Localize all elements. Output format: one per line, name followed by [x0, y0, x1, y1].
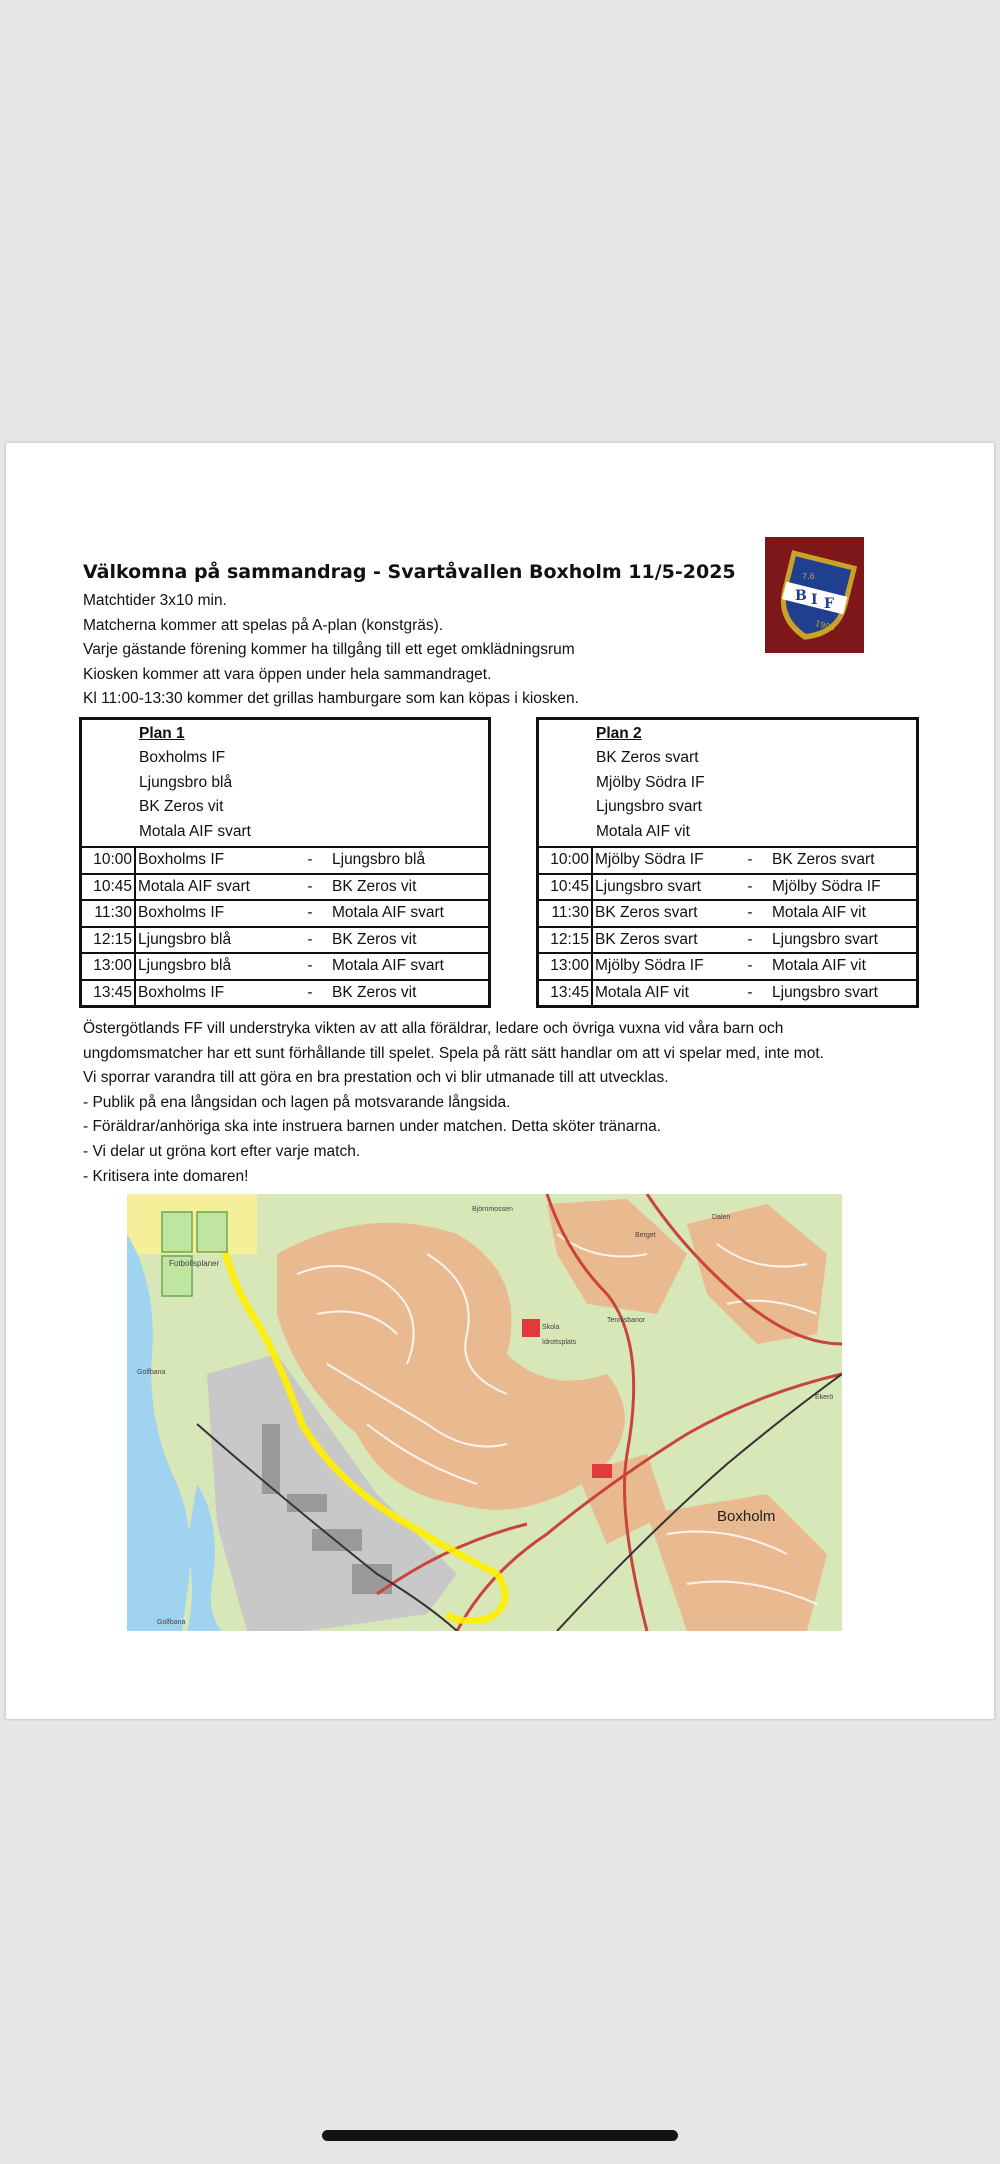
notice-line: - Publik på ena långsidan och lagen på motsvarande långsida. [83, 1093, 511, 1111]
match-home: Ljungsbro blå [138, 930, 232, 948]
match-away: BK Zeros vit [332, 983, 417, 1001]
map-label: Skola [542, 1324, 560, 1331]
match-row [82, 901, 488, 928]
plan-teams [82, 720, 488, 848]
logo-text: 7.6 [802, 572, 815, 581]
area-map [127, 1194, 842, 1631]
match-sep: - [307, 983, 313, 1001]
match-sep: - [307, 957, 313, 974]
notice-line: Östergötlands FF vill understryka vikten av att alla föräldrar, ledare och övriga vuxna vid våra barn och [83, 1020, 784, 1037]
map-label: Dalen [712, 1214, 731, 1221]
match-sep: - [747, 851, 753, 868]
map-label: Golfbana [137, 1369, 166, 1376]
logo-letter: I [811, 592, 818, 608]
intro-line: Matchtider 3x10 min. [83, 592, 227, 609]
match-home: Boxholms IF [138, 851, 225, 868]
match-row [539, 928, 916, 955]
plan-team: Ljungsbro blå [139, 773, 233, 791]
match-home: Motala AIF vit [595, 983, 689, 1001]
match-time: 12:15 [539, 928, 593, 953]
match-row [539, 981, 916, 1006]
match-away: Motala AIF svart [332, 957, 444, 974]
map-label: Ekerö [815, 1394, 834, 1401]
match-away: BK Zeros svart [772, 851, 875, 868]
match-schedule [82, 848, 488, 1005]
match-row [82, 875, 488, 902]
club-logo [765, 537, 864, 653]
match-schedule [539, 848, 916, 1005]
match-time: 10:45 [539, 875, 593, 900]
map-label: Idrottsplats [542, 1339, 577, 1346]
match-home: Boxholms IF [138, 904, 225, 921]
intro-line: Matcherna kommer att spelas på A-plan (konstgräs). [83, 616, 444, 634]
match-row [82, 928, 488, 955]
map-graphic [127, 1194, 842, 1631]
match-away: Ljungsbro svart [772, 930, 878, 948]
match-time: 13:00 [82, 954, 136, 979]
match-home: Mjölby Södra IF [595, 957, 704, 974]
match-sep: - [747, 930, 753, 948]
match-row [82, 954, 488, 981]
match-home: Boxholms IF [138, 983, 225, 1001]
plan-team: Boxholms IF [139, 749, 226, 766]
match-row [539, 848, 916, 875]
plan-team: Ljungsbro svart [596, 798, 702, 815]
document-page [6, 443, 994, 1719]
match-home: Ljungsbro blå [138, 957, 232, 974]
map-label: Fotbollsplaner [169, 1259, 220, 1268]
club-crest-icon [765, 537, 864, 653]
match-away: BK Zeros vit [332, 877, 417, 895]
conduct-notice [83, 1017, 824, 1189]
match-time: 10:00 [539, 848, 593, 873]
match-time: 13:45 [82, 981, 136, 1006]
match-time: 11:30 [82, 901, 136, 926]
map-label: Tennisbanor [607, 1317, 646, 1324]
match-sep: - [307, 930, 313, 948]
match-row [539, 954, 916, 981]
match-sep: - [747, 957, 753, 974]
map-label: Berget [635, 1232, 656, 1239]
match-time: 10:45 [82, 875, 136, 900]
plan-team: BK Zeros vit [139, 798, 224, 815]
plan-team: Mjölby Södra IF [596, 773, 705, 791]
match-row [539, 875, 916, 902]
notice-line: Vi sporrar varandra till att göra en bra prestation och vi blir utmanade till att utvecklas. [83, 1069, 669, 1087]
match-home: Mjölby Södra IF [595, 851, 704, 868]
notice-line: - Föräldrar/anhöriga ska inte instruera barnen under matchen. Detta sköter tränarna. [83, 1118, 662, 1136]
match-row [539, 901, 916, 928]
notice-line: - Kritisera inte domaren! [83, 1167, 249, 1185]
document-title: Välkomna på sammandrag - Svartåvallen Boxholm 11/5-2025 [83, 561, 736, 583]
plan-team: BK Zeros svart [596, 749, 699, 766]
plan-title: Plan 2 [596, 725, 642, 742]
intro-line: Kiosken kommer att vara öppen under hela sammandraget. [83, 665, 492, 683]
match-away: Ljungsbro blå [332, 851, 426, 868]
match-sep: - [747, 904, 753, 921]
match-home: BK Zeros svart [595, 904, 698, 921]
match-time: 10:00 [82, 848, 136, 873]
match-sep: - [307, 877, 313, 895]
plan-1-box [79, 717, 491, 1008]
match-time: 11:30 [539, 901, 593, 926]
match-away: Mjölby Södra IF [772, 877, 881, 895]
notice-line: ungdomsmatcher har ett sunt förhållande till spelet. Spela på rätt sätt handlar om att vi spelar med, inte mot. [83, 1044, 824, 1062]
match-sep: - [747, 983, 753, 1001]
map-label: Golfbana [157, 1619, 186, 1626]
match-home: Ljungsbro svart [595, 877, 701, 895]
match-sep: - [307, 851, 313, 868]
match-away: Motala AIF vit [772, 904, 866, 921]
map-label: Björnmossen [472, 1206, 513, 1213]
match-home: Motala AIF svart [138, 877, 250, 895]
match-time: 12:15 [82, 928, 136, 953]
match-away: BK Zeros vit [332, 930, 417, 948]
match-away: Motala AIF svart [332, 904, 444, 921]
plan-2-box [536, 717, 919, 1008]
match-row [82, 848, 488, 875]
plan-title: Plan 1 [139, 725, 185, 742]
match-time: 13:45 [539, 981, 593, 1006]
plan-team: Motala AIF svart [139, 822, 251, 840]
logo-letter: B [795, 588, 807, 604]
match-away: Motala AIF vit [772, 957, 866, 974]
plan-teams [539, 720, 916, 848]
match-row [82, 981, 488, 1006]
intro-text [83, 589, 579, 712]
map-place-label: Boxholm [717, 1508, 776, 1525]
match-sep: - [307, 904, 313, 921]
match-home: BK Zeros svart [595, 930, 698, 948]
match-sep: - [747, 877, 753, 895]
notice-line: - Vi delar ut gröna kort efter varje match. [83, 1142, 361, 1160]
home-indicator[interactable] [322, 2130, 678, 2141]
plan-team: Motala AIF vit [596, 822, 690, 840]
match-away: Ljungsbro svart [772, 983, 878, 1001]
logo-letter: F [824, 596, 834, 612]
intro-line: Varje gästande förening kommer ha tillgång till ett eget omklädningsrum [83, 641, 575, 658]
match-time: 13:00 [539, 954, 593, 979]
logo-year: 1905 [814, 618, 837, 633]
intro-line: Kl 11:00-13:30 kommer det grillas hamburgare som kan köpas i kiosken. [83, 690, 579, 707]
